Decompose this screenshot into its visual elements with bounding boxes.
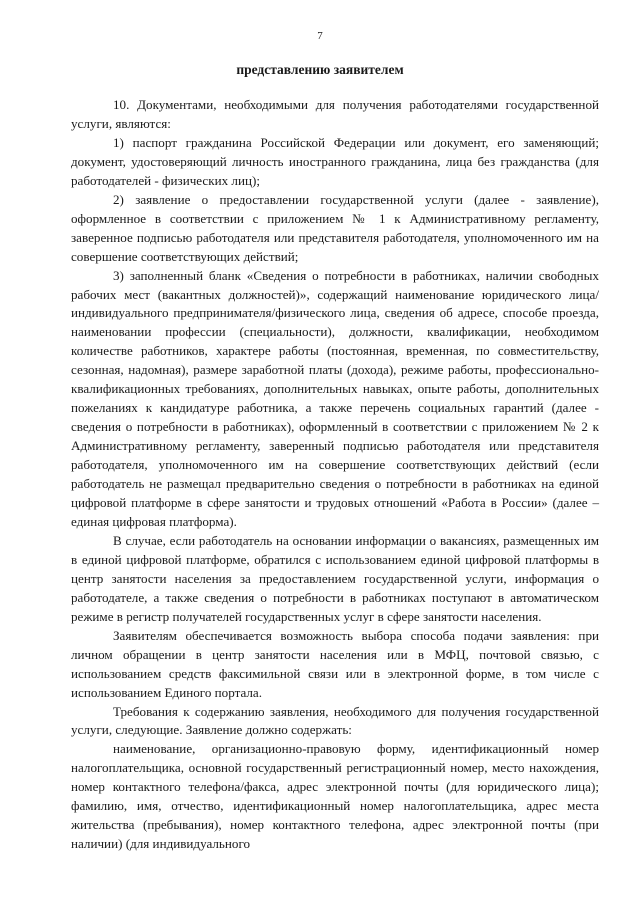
document-body <box>71 96 599 854</box>
paragraph-requirements: Требования к содержанию заявления, необходимого для получения государственной услуги, следующие. Заявление должно содержать: <box>71 703 599 738</box>
paragraph-contents: наименование, организационно-правовую форму, идентификационный номер налогоплательщика, основной государственный регистрационный номер, место нахождения, номер контактного телефона/факса, адрес электронной почты (для юридического лица); фамилию, имя, отчество, идентификационный номер налогоплательщика, адрес места жительства (пребывания), номер контактного телефона, адрес электронной почты (при наличии) (для индивидуального <box>71 741 599 852</box>
paragraph-passport: 1) паспорт гражданина Российской Федерации или документ, его заменяющий; документ, удостоверяющий личность иностранного гражданина, лица без гражданства (для работодателей - физических лиц); <box>71 134 599 188</box>
paragraph-submission-methods: Заявителям обеспечивается возможность выбора способа подачи заявления: при личном обращении в центр занятости населения или в МФЦ, почтовой связью, с использованием средств факсимильной связи или в электронной форме, в том числе с использованием Единого портала. <box>71 627 599 700</box>
paragraph-digital-platform: В случае, если работодатель на основании информации о вакансиях, размещенных им в единой цифровой платформе, обратился с использованием единой цифровой платформы в центр занятости населения за предоставлением государственной услуги, информация о работодателе, а также сведения о потребности в работниках поступают в автоматическом режиме в регистр получателей государственных услуг в сфере занятости населения. <box>71 532 599 624</box>
paragraph-application: 2) заявление о предоставлении государственной услуги (далее - заявление), оформленное в соответствии с приложением № 1 к Административному регламенту, заверенное подписью работодателя или представителя работодателя, уполномоченного им на совершение соответствующих действий; <box>71 191 599 264</box>
section-title: представлению заявителем <box>236 62 404 77</box>
page-number: 7 <box>317 30 323 42</box>
paragraph-vacancy-form: 3) заполненный бланк «Сведения о потребности в работниках, наличии свободных рабочих мест (вакантных должностей)», содержащий наименование юридического лица/индивидуального предпринимателя/физического лица, сведения об адресе, способе проезда, наименовании профессии (специальности), должности, квалификации, необходимом количестве работников, характере работы (постоянная, временная, по совместительству, сезонная, надомная), размере заработной платы (дохода), режиме работы, профессионально-квалификационных требованиях, дополнительных навыках, опыте работы, дополнительных пожеланиях к кандидатуре работника, а также перечень социальных гарантий (далее - сведения о потребности в работниках), оформленный в соответствии с приложением № 2 к Административному регламенту, заверенный подписью работодателя или представителя работодателя, уполномоченного им на совершение соответствующих действий (если работодатель не размещал предварительно сведения о потребности в работниках на единой цифровой платформе в сфере занятости и трудовых отношений «Работа в России» (далее – единая цифровая платформа). <box>71 267 599 529</box>
paragraph-item-10: 10. Документами, необходимыми для получения работодателями государственной услуги, являются: <box>71 97 599 131</box>
